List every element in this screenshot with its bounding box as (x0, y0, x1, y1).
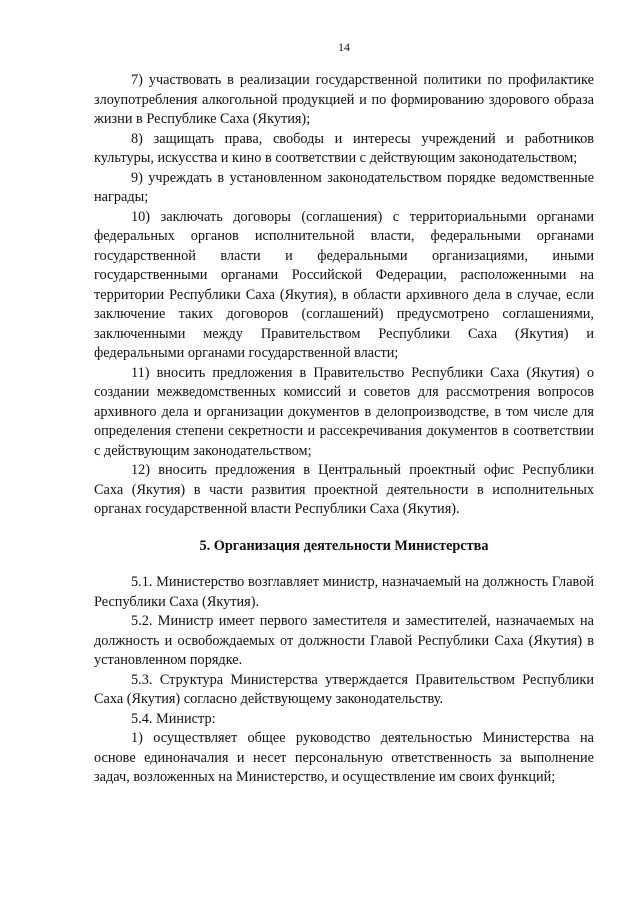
page-number: 14 (338, 40, 350, 54)
paragraph-5-4: 5.4. Министр: (131, 710, 216, 727)
paragraph-item-11: 11) вносить предложения в Правительство Республики Саха (Якутия) о создании межведомственных комиссий и советов для рассмотрения вопросов архивного дела и организации документов в делопроизводстве, в том числе для определения степени секретности и рассекречивания документов в соответствии с действующим законодательством; (94, 364, 594, 459)
paragraph-item-12: 12) вносить предложения в Центральный проектный офис Республики Саха (Якутия) в части развития проектной деятельности в исполнительных органах государственной власти Республики Саха (Якутия). (94, 462, 594, 517)
paragraph-5-3: 5.3. Структура Министерства утверждается Правительством Республики Саха (Якутия) согласно действующему законодательству. (94, 671, 594, 707)
paragraph-item-8: 8) защищать права, свободы и интересы учреждений и работников культуры, искусства и кино в соответствии с действующим законодательством; (94, 130, 594, 166)
paragraph-5-4-item-1: 1) осуществляет общее руководство деятельностью Министерства на основе единоначалия и несет персональную ответственность за выполнение задач, возложенных на Министерство, и осуществление им своих функций; (94, 730, 594, 785)
paragraph-item-9: 9) учреждать в установленном законодательством порядке ведомственные награды; (94, 169, 594, 205)
paragraph-5-2: 5.2. Министр имеет первого заместителя и заместителей, назначаемых на должность и освобождаемых от должности Главой Республики Саха (Якутия) в установленном порядке. (94, 613, 594, 668)
section-heading: 5. Организация деятельности Министерства (199, 537, 489, 554)
paragraph-5-1: 5.1. Министерство возглавляет министр, назначаемый на должность Главой Республики Саха (Якутия). (94, 574, 594, 610)
document-body (94, 71, 594, 788)
paragraph-item-10: 10) заключать договоры (соглашения) с территориальными органами федеральных органов исполнительной власти, федеральными органами государственной власти и федеральными организациями, иными государственными органами Российской Федерации, расположенными на территории Республики Саха (Якутия), в области архивного дела в случае, если заключение таких договоров (соглашений) предусмотрено соглашениями, заключенными между Правительством Республики Саха (Якутия) и федеральными органами государственной власти; (94, 208, 594, 361)
paragraph-item-7: 7) участвовать в реализации государственной политики по профилактике злоупотребления алкогольной продукцией и по формированию здорового образа жизни в Республике Саха (Якутия); (94, 72, 594, 127)
